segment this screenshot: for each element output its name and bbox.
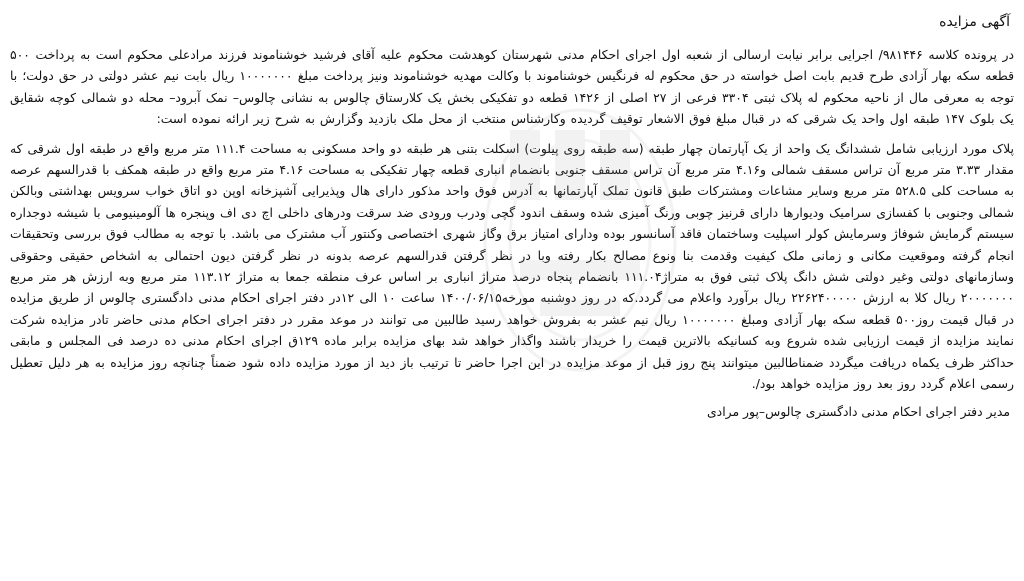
valuation-paragraph: پلاک مورد ارزیابی شامل ششدانگ یک واحد از یک آپارتمان چهار طبقه (سه طبقه روی پیلوت) اسکلت بتنی هر طبقه دو واحد مسکونی به مساحت ۱۱۱.۴ متر مربع واقع در طبقه اول شرقی که مقدار ۳.۳۳ متر مربع آن تراس مسقف شمالی و۴.۱۶ متر مربع آن تراس مسقف جنوبی بانضمام انباری قطعه چهار تفکیکی به مساحت ۴.۱۶ متر مربع واقع در طبقه همکف با قدرالسهم عرصه به مساحت کلی ۵۲۸.۵ متر مربع وسایر مشاعات ومشترکات طبق قانون تملک آپارتمانها به آدرس فوق واحد مذکور دارای هال وپذیرایی آشپزخانه اوپن دو اتاق خواب سرویس بهداشتی وبالکن شمالی وجنوبی با کفسازی سرامیک ودیوارها دارای قرنیز چوبی ورنگ آمیزی شده وسقف اندود گچی ودرب ورودی ضد سرقت ودرهای داخلی اچ دی اف وپنجره ها آلومینیومی با شیشه دوجداره سیستم گرمایش شوفاژ وسرمایش کولر اسپلیت وساختمان فاقد آسانسور بوده ودارای امتیاز برق وگاز شهری اختصاصی وکنتور آب مشترک می باشد. با توجه به مطالب فوق بررسی وتحقیقات انجام گرفته وموقعیت مکانی و زمانی ملک کیفیت وقدمت بنا ونوع مصالح بکار رفته وبا در نظر گرفتن قدرالسهم عرصه بدونه در نظر گرفتن دیون احتمالی به اشخاص حقیقی وحقوقی وسازمانهای دولتی وغیر دولتی شش دانگ پلاک ثبتی فوق به متراژ۱۱۱.۰۴ بانضمام پنجاه درصد متراژ انباری بر اساس عرف منطقه جمعا به متراژ ۱۱۳.۱۲ متر مربع وبه ارزش هر متر مربع ۲۰۰۰۰۰۰۰ ریال کلا به ارزش ۲۲۶۲۴۰۰۰۰۰ ریال برآورد واعلام می گردد.که در روز دوشنبه مورخه۱۴۰۰/۰۶/۱۵ ساعت ۱۰ الی ۱۲در دفتر اجرای احکام مدنی دادگستری چالوس از طریق مزایده در قبال قیمت روز۵۰۰ قطعه سکه بهار آزادی ومبلغ ۱۰۰۰۰۰۰۰ ریال نیم عشر به بفروش خواهد رسید طالبین می توانند در موعد مقرر در دفتر اجرای احکام مدنی حاضر تادر مزایده شرکت نمایند مزایده از قیمت ارزیابی شده شروع وبه کسانیکه بالاترین قیمت را خریدار باشند واگذار خواهد شد بهای مزایده برابر ماده ۱۲۹ق اجرای احکام مدنی ده درصد فی المجلس و مابقی حداکثر ظرف یکماه دریافت میگردد ضمناطالبین میتوانند پنج روز قبل از موعد مزایده در این اجرا حاضر تا ترتیب باز دید از مورد مزایده داده شود ضمناً چنانچه روز مزایده به هر دلیل تعطیل رسمی اعلام گردد روز بعد روز مزایده خواهد بود/.	[10, 140, 1015, 392]
notice-title: آگهی مزایده	[939, 14, 1010, 30]
signature-line: مدیر دفتر اجرای احکام مدنی دادگستری چالوس–پور مرادی	[706, 403, 1010, 419]
case-paragraph: در پرونده کلاسه ۹۸۱۴۴۶/ اجرایی برابر نیابت ارسالی از شعبه اول اجرای احکام مدنی شهرستان کوهدشت محکوم علیه آقای فرشید خوشناموند فرزند مرادعلی محکوم است به پرداخت ۵۰۰ قطعه سکه بهار آزادی طرح قدیم بابت اصل خواسته در حق محکوم له فرنگیس خوشناموند با وکالت مهدیه خوشناموند ونیز پرداخت مبلغ ۱۰۰۰۰۰۰۰ ریال بابت نیم عشر دولتی در حق دولت؛ با توجه به معرفی مال از ناحیه محکوم له پلاک ثبتی ۳۳۰۴ فرعی از ۲۷ اصلی از ۱۴۲۶ قطعه دو تفکیکی بخش یک کلارستاق چالوس به نشانی چالوس– نمک آبرود– محله دو شمالی کوچه شقایق یک بلوک ۱۴۷ طبقه اول واحد یک شرقی که در قبال مبلغ فوق الاشعار توقیف گردیده وکارشناس منتخب از محل ملک بازدید وگزارش به شرح زیر ارائه نموده است:	[10, 47, 1014, 127]
